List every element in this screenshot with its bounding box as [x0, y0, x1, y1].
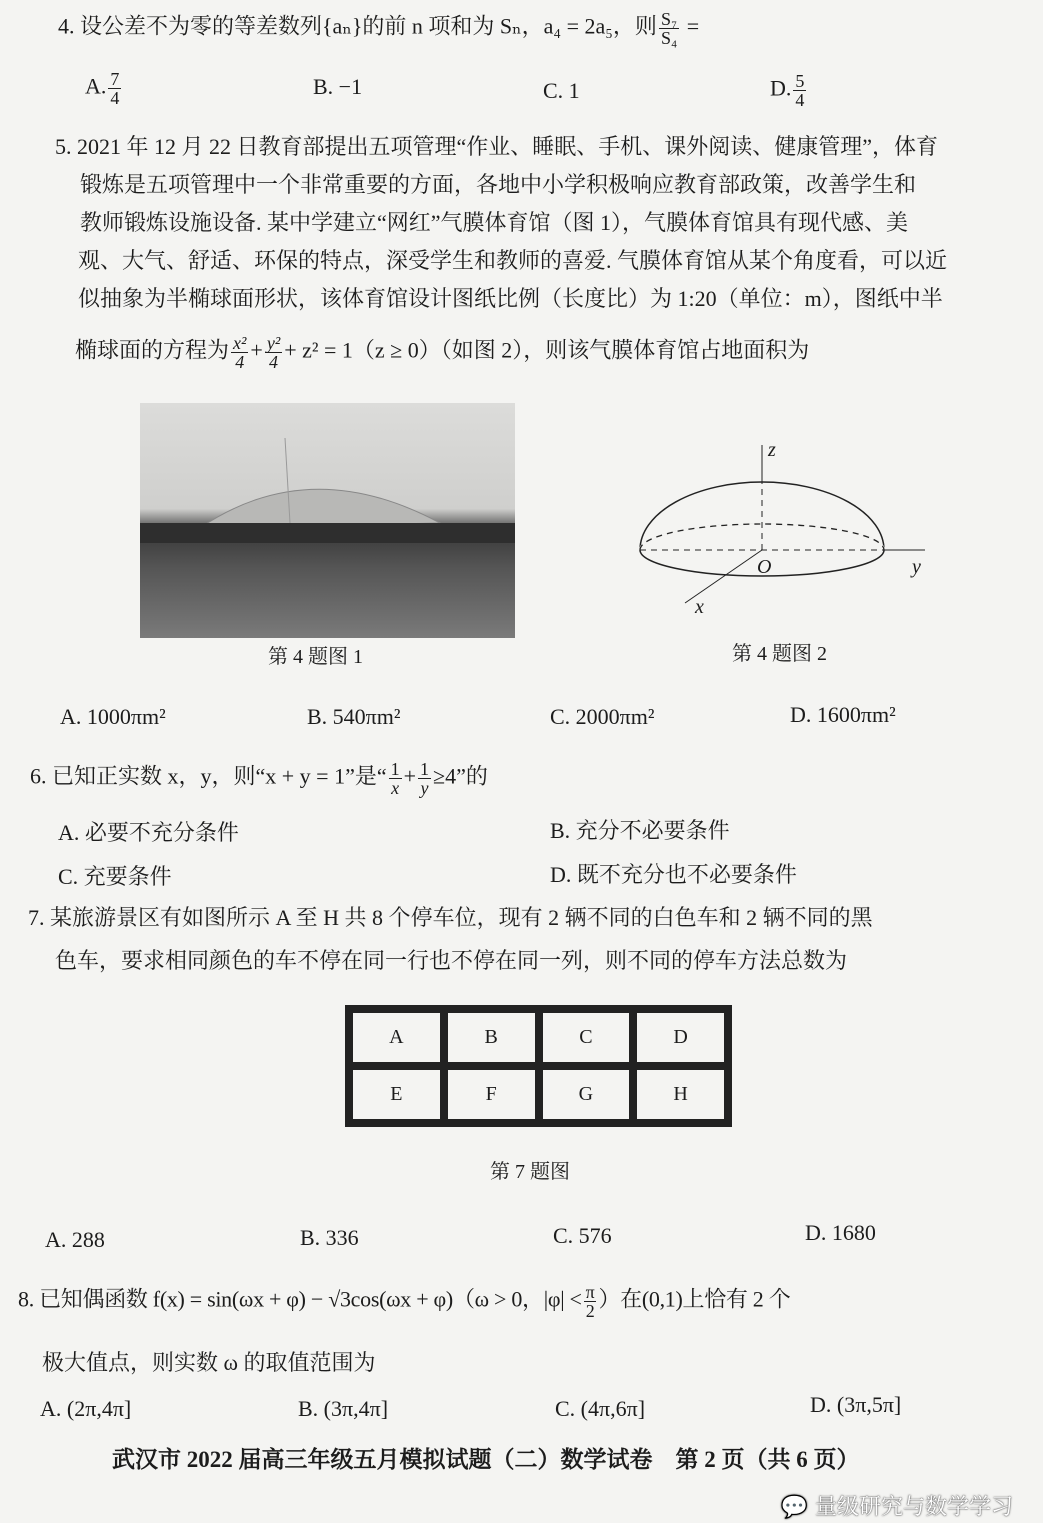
q4-option-d — [770, 72, 808, 109]
fig1-caption: 第 4 题图 1 — [268, 646, 363, 668]
denominator: 4 — [795, 90, 805, 110]
numerator: 7 — [110, 69, 120, 89]
page-footer: 武汉市 2022 届高三年级五月模拟试题（二）数学试卷 第 2 页（共 6 页） — [112, 1447, 860, 1472]
q4-option-b: B. −1 — [313, 74, 363, 99]
text: 8. 已知偶函数 f(x) = sin(ωx + φ) − √3cos(ωx + φ)（ω > 0，|φ| < — [18, 1286, 582, 1312]
half-ellipsoid-diagram — [630, 435, 950, 620]
q4-fraction — [659, 10, 679, 47]
numerator: y² — [266, 333, 281, 353]
q5-line-5: 似抽象为半椭球面形状，该体育馆设计图纸比例（长度比）为 1:20（单位：m），图纸中半 — [78, 286, 943, 311]
denominator: S₄ — [660, 28, 678, 48]
parking-spot: A — [353, 1013, 440, 1062]
q7-option-b: B. 336 — [300, 1225, 359, 1250]
parking-spot: G — [543, 1070, 630, 1119]
q4-stem — [58, 10, 699, 47]
dome-illustration — [140, 403, 515, 638]
text: 6. 已知正实数 x，y，则“x + y = 1”是“ — [30, 763, 387, 789]
q7-line-2: 色车，要求相同颜色的车不停在同一行也不停在同一列，则不同的停车方法总数为 — [55, 948, 848, 973]
q7-line-1: 7. 某旅游景区有如图所示 A 至 H 共 8 个停车位，现有 2 辆不同的白色车和 2 辆不同的黑 — [28, 905, 873, 930]
text: + z² = 1（z ≥ 0）（如图 2），则该气膜体育馆占地面积为 — [284, 337, 810, 363]
q4-text: 4. 设公差不为零的等差数列{aₙ}的前 n 项和为 Sₙ，a₄ = 2a₅，则 — [58, 13, 657, 39]
denominator: y — [420, 778, 429, 798]
q7-option-d: D. 1680 — [805, 1220, 876, 1245]
fraction-1-over-x — [389, 760, 402, 797]
eq-y-fraction — [265, 334, 282, 371]
q7-caption: 第 7 题图 — [490, 1161, 570, 1183]
numerator: 1 — [390, 759, 400, 779]
q7-option-a: A. 288 — [45, 1227, 105, 1252]
parking-spot: C — [543, 1013, 630, 1062]
text: 椭球面的方程为 — [75, 337, 230, 363]
q6-option-d: D. 既不充分也不必要条件 — [550, 862, 797, 887]
q5-line-1: 5. 2021 年 12 月 22 日教育部提出五项管理“作业、睡眠、手机、课外阅读、健康管理”，体育 — [55, 134, 939, 159]
option-fraction — [108, 70, 121, 107]
numerator: π — [585, 1282, 595, 1302]
denominator: 2 — [585, 1301, 595, 1321]
q8-option-d: D. (3π,5π] — [810, 1392, 902, 1417]
q8-option-b: B. (3π,4π] — [298, 1396, 389, 1421]
wechat-icon: 💬 — [780, 1495, 808, 1520]
origin-label: O — [757, 556, 772, 578]
q5-option-a: A. 1000πm² — [60, 704, 166, 729]
option-fraction — [793, 72, 806, 109]
q5-option-c: C. 2000πm² — [550, 704, 655, 729]
numerator: S₇ — [660, 9, 678, 29]
eq-x-fraction — [231, 334, 248, 371]
q5-line-2: 锻炼是五项管理中一个非常重要的方面，各地中小学积极响应教育部政策，改善学生和 — [80, 172, 917, 197]
numerator: x² — [233, 333, 247, 353]
q5-line-3: 教师锻炼设施设备. 某中学建立“网红”气膜体育馆（图 1），气膜体育馆具有现代感、美 — [80, 210, 909, 235]
q5-option-d: D. 1600πm² — [790, 702, 896, 727]
numerator: 1 — [420, 759, 430, 779]
parking-spot: D — [637, 1013, 724, 1062]
denominator: 4 — [269, 352, 279, 372]
parking-grid — [345, 1005, 732, 1127]
parking-spot: B — [448, 1013, 535, 1062]
numerator: 5 — [795, 71, 805, 91]
q5-option-b: B. 540πm² — [307, 704, 401, 729]
q6-option-a: A. 必要不充分条件 — [58, 820, 239, 845]
q8-option-c: C. (4π,6π] — [555, 1396, 646, 1421]
fraction-1-over-y — [418, 760, 431, 797]
text: ≥4”的 — [433, 763, 488, 789]
parking-spot: F — [448, 1070, 535, 1119]
fig2-caption: 第 4 题图 2 — [732, 643, 827, 665]
pi-over-2-fraction — [584, 1283, 597, 1320]
q6-option-b: B. 充分不必要条件 — [550, 818, 730, 843]
parking-spot: H — [637, 1070, 724, 1119]
q8-option-a: A. (2π,4π] — [40, 1396, 132, 1421]
denominator: 4 — [110, 88, 120, 108]
axis-x-label: x — [695, 596, 704, 618]
q4-option-a — [85, 70, 123, 107]
q5-line-4: 观、大气、舒适、环保的特点，深受学生和教师的喜爱. 气膜体育馆从某个角度看，可以近 — [78, 248, 948, 273]
option-label: D. — [770, 75, 792, 101]
q6-stem: 6. 已知正实数 x，y，则“x + y = 1”是“ $\frac{1}{x}$ + $\frac{1}{y}$ ≥4”的 — [30, 759, 488, 798]
denominator: x — [391, 778, 400, 798]
denominator: 4 — [235, 352, 245, 372]
q4-option-c: C. 1 — [543, 78, 580, 103]
axis-y-label: y — [912, 556, 921, 578]
air-dome-gym-photo — [140, 403, 515, 638]
q6-option-c: C. 充要条件 — [58, 864, 172, 889]
text: ）在(0,1)上恰有 2 个 — [598, 1286, 791, 1312]
option-label: A. — [85, 73, 107, 99]
axis-z-label: z — [768, 439, 776, 461]
q4-tail: = — [681, 13, 700, 39]
q7-option-c: C. 576 — [553, 1223, 612, 1248]
parking-spot: E — [353, 1070, 440, 1119]
q5-line-6: 椭球面的方程为 $\frac{\text{x²}}{4}$ + $\frac{\text{y²}}{4}$ + z² = 1（z ≥ 0）（如图 2），则该气膜体育馆占地面积为 — [75, 333, 810, 372]
watermark — [781, 1490, 1013, 1521]
q8-stem — [18, 1283, 790, 1320]
q8-line-2: 极大值点，则实数 ω 的取值范围为 — [42, 1350, 376, 1375]
watermark-text: 量级研究与数学学习 — [814, 1495, 1013, 1520]
